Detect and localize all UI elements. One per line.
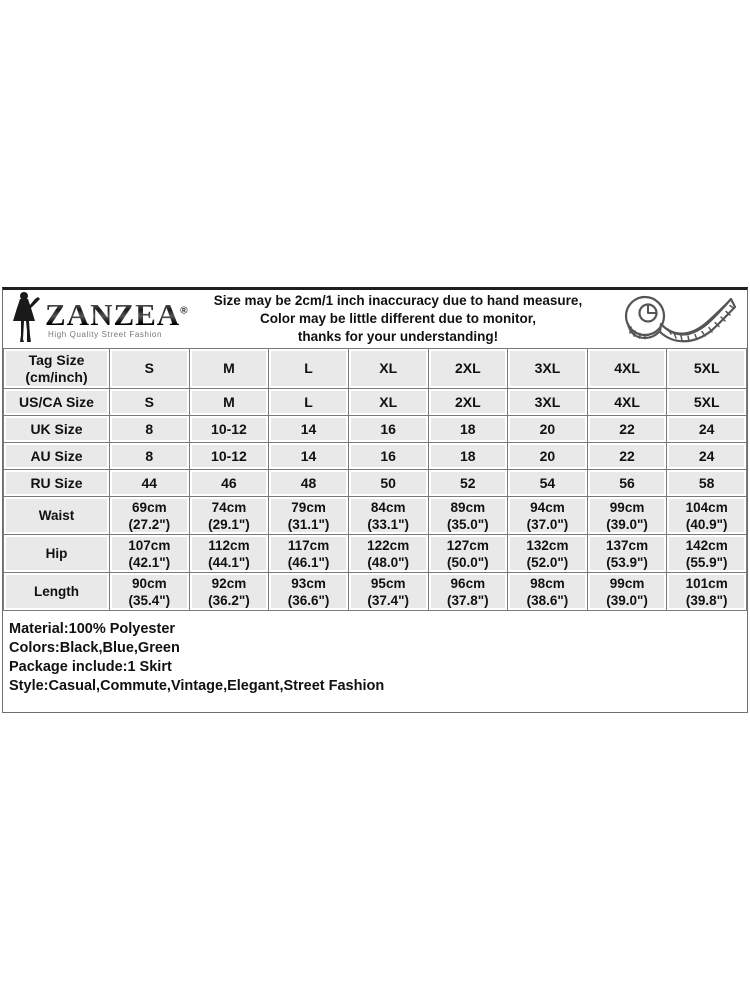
- size-cell-line: 94cm: [530, 499, 565, 515]
- size-cell-line: (40.9"): [685, 516, 728, 532]
- size-cell: 18: [428, 416, 508, 443]
- size-column-header: L: [269, 349, 349, 389]
- size-cell-line: (48.0"): [367, 554, 410, 570]
- size-cell: [667, 497, 747, 535]
- size-cell: 2XL: [428, 389, 508, 416]
- size-cell-line: 89cm: [450, 499, 486, 515]
- size-disclaimer: [189, 292, 607, 346]
- corner-label-line: Tag Size: [28, 351, 85, 368]
- size-table-row: [4, 416, 747, 443]
- size-cell: 14: [269, 416, 349, 443]
- brand-logo: [3, 291, 189, 348]
- size-cell-line: 93cm: [291, 575, 326, 591]
- size-cell-line: 117cm: [287, 537, 330, 553]
- size-cell: [269, 573, 349, 611]
- size-cell-line: (53.9"): [606, 554, 648, 570]
- size-cell-line: 92cm: [211, 575, 247, 591]
- size-cell: [110, 573, 190, 611]
- size-cell: 24: [667, 443, 747, 470]
- size-cell: [667, 573, 747, 611]
- size-cell-line: 99cm: [609, 499, 645, 515]
- size-cell: 22: [587, 416, 667, 443]
- size-cell-line: (31.1"): [287, 516, 330, 532]
- brand-name: ZANZEA®: [45, 297, 189, 332]
- size-cell: [348, 497, 428, 535]
- size-cell-line: 101cm: [685, 575, 728, 591]
- size-cell-line: 96cm: [450, 575, 486, 591]
- size-cell: [428, 573, 508, 611]
- size-row-label: Hip: [4, 535, 110, 573]
- size-cell: [189, 573, 269, 611]
- size-cell-line: (29.1"): [208, 516, 250, 532]
- size-cell-line: 99cm: [609, 575, 645, 591]
- size-table-header-row: [4, 349, 747, 389]
- size-column-header: 2XL: [428, 349, 508, 389]
- size-table-row: [4, 470, 747, 497]
- size-table: [3, 348, 747, 611]
- size-column-header: 3XL: [508, 349, 588, 389]
- size-cell: 4XL: [587, 389, 667, 416]
- size-cell: 14: [269, 443, 349, 470]
- size-cell-line: (39.0"): [606, 516, 648, 532]
- size-cell-line: (39.0"): [606, 592, 648, 608]
- size-cell-line: 69cm: [132, 499, 167, 515]
- registered-mark: ®: [180, 305, 189, 317]
- size-cell-line: (52.0"): [526, 554, 569, 570]
- size-cell: [667, 535, 747, 573]
- size-row-label: US/CA Size: [4, 389, 110, 416]
- size-cell: 54: [508, 470, 588, 497]
- size-cell: 44: [110, 470, 190, 497]
- size-table-row: [4, 573, 747, 611]
- size-cell: 3XL: [508, 389, 588, 416]
- size-cell: 8: [110, 416, 190, 443]
- size-cell: [189, 497, 269, 535]
- size-cell-line: (39.8"): [685, 592, 728, 608]
- size-cell: 10-12: [189, 443, 269, 470]
- size-cell-line: 79cm: [291, 499, 326, 515]
- size-cell: [348, 573, 428, 611]
- disclaimer-line-2: Color may be little different due to monitor,: [259, 311, 537, 326]
- disclaimer-line-3: thanks for your understanding!: [297, 329, 499, 344]
- size-cell-line: (33.1"): [367, 516, 410, 532]
- size-cell-line: 84cm: [370, 499, 406, 515]
- size-cell: M: [189, 389, 269, 416]
- product-detail-line: Package include:1 Skirt: [9, 659, 172, 675]
- brand-tagline: High Quality Street Fashion: [48, 330, 163, 339]
- size-cell: [189, 535, 269, 573]
- size-cell: 22: [587, 443, 667, 470]
- size-cell-line: (55.9"): [685, 554, 728, 570]
- size-cell: 18: [428, 443, 508, 470]
- size-column-header: S: [110, 349, 190, 389]
- size-cell: L: [269, 389, 349, 416]
- product-detail-line: Material:100% Polyester: [9, 621, 176, 637]
- size-cell-line: (36.6"): [287, 592, 330, 608]
- size-cell: 24: [667, 416, 747, 443]
- size-cell-line: (44.1"): [208, 554, 250, 570]
- size-table-row: [4, 535, 747, 573]
- size-column-header: 5XL: [667, 349, 747, 389]
- size-cell-line: 74cm: [211, 499, 247, 515]
- size-cell-line: 98cm: [530, 575, 565, 591]
- size-cell-line: 137cm: [606, 537, 649, 553]
- size-row-label: UK Size: [4, 416, 110, 443]
- size-table-corner-cell: [4, 349, 110, 389]
- header: [3, 290, 747, 348]
- size-column-header: XL: [348, 349, 428, 389]
- size-cell: [587, 497, 667, 535]
- size-cell: 16: [348, 416, 428, 443]
- size-row-label: AU Size: [4, 443, 110, 470]
- corner-label-line: (cm/inch): [25, 368, 88, 385]
- size-column-header: M: [189, 349, 269, 389]
- size-cell: 56: [587, 470, 667, 497]
- size-table-row: [4, 497, 747, 535]
- size-cell: [587, 535, 667, 573]
- size-cell: 58: [667, 470, 747, 497]
- size-cell-line: (37.8"): [446, 592, 489, 608]
- size-row-label: Length: [4, 573, 110, 611]
- size-cell: 5XL: [667, 389, 747, 416]
- product-detail-line: Colors:Black,Blue,Green: [9, 640, 180, 656]
- size-cell: [587, 573, 667, 611]
- size-cell: 16: [348, 443, 428, 470]
- size-cell: [428, 535, 508, 573]
- size-cell-line: (35.4"): [128, 592, 171, 608]
- size-cell: [110, 497, 190, 535]
- size-table-row: [4, 443, 747, 470]
- size-chart-sheet: [2, 287, 748, 713]
- size-row-label: Waist: [4, 497, 110, 535]
- size-cell-line: (42.1"): [128, 554, 171, 570]
- size-cell: 50: [348, 470, 428, 497]
- size-table-row: [4, 389, 747, 416]
- size-cell: 8: [110, 443, 190, 470]
- size-cell: S: [110, 389, 190, 416]
- size-cell-line: (46.1"): [287, 554, 330, 570]
- woman-silhouette-icon: [9, 291, 43, 348]
- size-cell: 48: [269, 470, 349, 497]
- size-cell-line: (50.0"): [446, 554, 489, 570]
- size-row-label: RU Size: [4, 470, 110, 497]
- size-cell: 52: [428, 470, 508, 497]
- size-cell: 20: [508, 443, 588, 470]
- brand-text-block: [45, 299, 189, 339]
- size-cell: XL: [348, 389, 428, 416]
- size-cell-line: 90cm: [132, 575, 167, 591]
- size-cell: [508, 535, 588, 573]
- disclaimer-line-1: Size may be 2cm/1 inch inaccuracy due to hand measure,: [213, 293, 583, 308]
- product-details: [3, 611, 747, 712]
- size-cell: [348, 535, 428, 573]
- size-cell: [269, 497, 349, 535]
- size-cell-line: 127cm: [446, 537, 489, 553]
- size-cell-line: 95cm: [370, 575, 406, 591]
- size-cell: 20: [508, 416, 588, 443]
- product-detail-line: Style:Casual,Commute,Vintage,Elegant,Street Fashion: [9, 678, 385, 694]
- size-cell-line: 112cm: [208, 537, 250, 553]
- size-cell-line: (27.2"): [128, 516, 171, 532]
- size-cell-line: (38.6"): [526, 592, 569, 608]
- size-cell: [508, 497, 588, 535]
- size-cell-line: (35.0"): [446, 516, 489, 532]
- size-cell: [269, 535, 349, 573]
- size-column-header: 4XL: [587, 349, 667, 389]
- measuring-tape-icon: [607, 291, 747, 347]
- size-cell: 10-12: [189, 416, 269, 443]
- size-cell: [508, 573, 588, 611]
- size-cell-line: (36.2"): [208, 592, 250, 608]
- size-cell-line: (37.0"): [526, 516, 569, 532]
- size-cell-line: 107cm: [128, 537, 171, 553]
- size-cell-line: 122cm: [367, 537, 410, 553]
- size-cell-line: 142cm: [685, 537, 728, 553]
- size-cell-line: 104cm: [685, 499, 728, 515]
- size-cell-line: (37.4"): [367, 592, 410, 608]
- size-cell-line: 132cm: [526, 537, 569, 553]
- size-cell: 46: [189, 470, 269, 497]
- size-cell: [110, 535, 190, 573]
- size-cell: [428, 497, 508, 535]
